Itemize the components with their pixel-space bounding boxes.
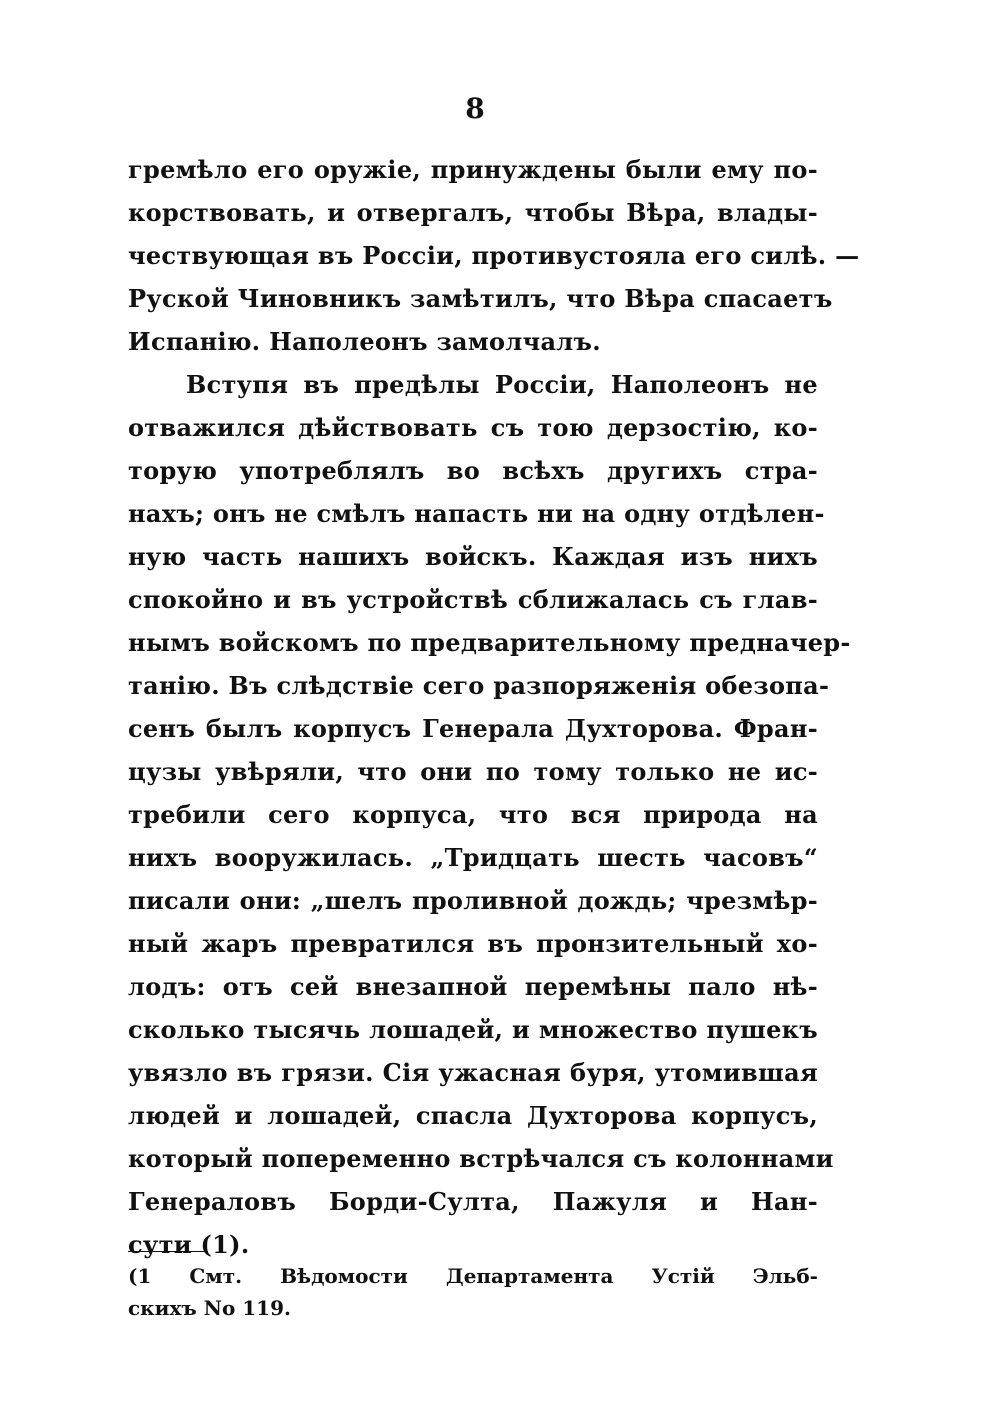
text-line: ный жаръ превратился въ пронзительный хо- (128, 929, 818, 958)
text-line: лодъ: отъ сей внезапной перемѣны пало нѣ- (128, 972, 818, 1001)
text-line: увязло въ грязи. Сія ужасная буря, утомившая (128, 1058, 818, 1087)
text-line: сенъ былъ корпусъ Генерала Духторова. Фран- (128, 714, 818, 743)
footnote-line: скихъ No 119. (128, 1296, 291, 1320)
text-line: нымъ войскомъ по предварительному предначер- (128, 628, 851, 657)
text-line: Испанію. Наполеонъ замолчалъ. (128, 327, 601, 356)
text-line: который попеременно встрѣчался съ колоннами (128, 1144, 834, 1173)
text-line: спокойно и въ устройствѣ сближалась съ глав- (128, 585, 818, 614)
text-line: нихъ вооружилась. „Тридцать шесть часовъ“ (128, 843, 818, 872)
paragraph-start-line: Вступя въ предѣлы Россіи, Наполеонъ не (186, 370, 818, 399)
body-text (128, 148, 860, 1266)
text-line: Руской Чиновникъ замѣтилъ, что Вѣра спасаетъ (128, 284, 833, 313)
text-line: цузы увѣряли, что они по тому только не ис- (128, 757, 818, 786)
text-line: нахъ; онъ не смѣлъ напасть ни на одну отдѣлен- (128, 499, 825, 528)
text-line: требили сего корпуса, что вся природа на (128, 800, 818, 829)
text-line: корствовать, и отвергалъ, чтобы Вѣра, влады- (128, 198, 818, 227)
text-line: ную часть нашихъ войскъ. Каждая изъ нихъ (128, 542, 818, 571)
footnote-line: (1 Смт. Вѣдомости Департамента Устій Эльб- (128, 1264, 818, 1288)
page-number: 8 (465, 92, 485, 125)
text-line: Генераловъ Борди-Султа, Пажуля и Нан- (128, 1187, 818, 1216)
text-line: гремѣло его оружіе, принуждены были ему по- (128, 155, 818, 184)
text-line: людей и лошадей, спасла Духторова корпусъ, (128, 1101, 818, 1130)
text-line: торую употреблялъ во всѣхъ другихъ стра- (128, 456, 818, 485)
text-line: танію. Въ слѣдствіе сего разпоряженія обезопа- (128, 671, 830, 700)
text-line: чествующая въ Россіи, противустояла его силѣ. — (128, 241, 860, 270)
footnote-rule (128, 1251, 208, 1252)
text-line: сути (1). (128, 1230, 250, 1259)
text-line: писали они: „шелъ проливной дождь; чрезмѣр- (128, 886, 818, 915)
footnote (128, 1260, 818, 1324)
text-line: сколько тысячь лошадей, и множество пушекъ (128, 1015, 818, 1044)
text-line: отважился дѣйствовать съ тою дерзостію, ко- (128, 413, 818, 442)
